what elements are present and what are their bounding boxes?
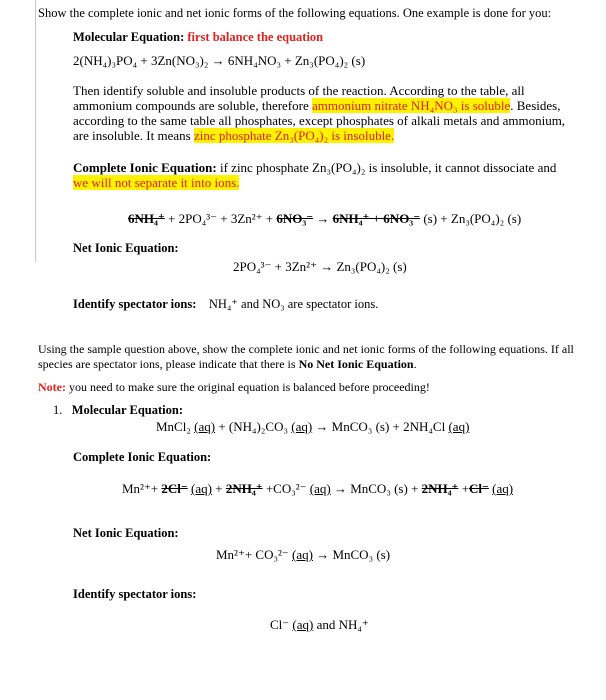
eq-text: → MnCO₃ (s) +: [330, 481, 422, 496]
para-text-2: . Besides, according to the same table all phosphates, except phosphates of alkali metals and ammonium, are insoluble. It means: [73, 98, 566, 143]
eq-text: Mn²⁺+ CO₃²⁻: [216, 547, 293, 562]
highlight-zinc-phosphate: zinc phosphate Zn₃(PO₄)₂ is insoluble.: [193, 128, 395, 143]
eq-text: + (NH₄)₂CO₃: [215, 419, 292, 434]
eq-part-2: + 2PO₄³⁻ + 3Zn²⁺ +: [168, 211, 274, 226]
example-complete-label: Complete Ionic Equation:: [73, 160, 217, 175]
aq-state: (aq): [292, 547, 313, 562]
problem-1-spectator-answer: [270, 617, 369, 633]
ammonium-struck: 2NH₄⁺: [225, 481, 263, 496]
instructions-bold: No Net Ionic Equation: [298, 357, 414, 371]
highlight-ammonium-nitrate: ammonium nitrate NH₄NO₃ is soluble: [312, 98, 511, 113]
para-text-1: Then identify soluble and insoluble products of the reaction. According to the table, all ammonium compounds are soluble, therefore: [73, 83, 525, 113]
problem-1-molecular-label: Molecular Equation:: [71, 403, 183, 417]
example-net-label: Net Ionic Equation:: [73, 241, 179, 255]
eq-text: → MnCO₃ (s): [312, 547, 391, 562]
eq-text: Mn²⁺+: [122, 481, 162, 496]
problem-1-molecular-equation: [156, 419, 469, 435]
aq-state: (aq): [448, 419, 470, 434]
example-complete-equation: [128, 211, 521, 227]
example-solubility-paragraph: [73, 83, 568, 143]
aq-state: (aq): [309, 481, 331, 496]
eq-text: +: [458, 481, 470, 496]
example-complete-text: if zinc phosphate Zn₃(PO₄)₂ is insoluble, it cannot dissociate and: [216, 160, 557, 175]
problem-1-complete-label: Complete Ionic Equation:: [73, 450, 212, 464]
note-line: [38, 380, 430, 395]
chloride-struck: Cl⁻: [469, 481, 489, 496]
example-molecular-equation: 2(NH₄)₃PO₄ + 3Zn(NO₃)₂ → 6NH₄NO₃ + Zn₃(PO₄)₂ (s): [73, 53, 366, 68]
example-molecular-line: [73, 30, 323, 45]
aq-state: (aq): [194, 419, 216, 434]
eq-text: +: [211, 481, 226, 496]
note-label: Note:: [38, 380, 66, 394]
example-molecular-hint: first balance the equation: [187, 30, 324, 44]
problem-1-header: [53, 403, 183, 418]
eq-ammonium-struck: 6NH₄⁺: [128, 211, 165, 226]
instructions-text: Using the sample question above, show the complete ionic and net ionic forms of the following equations. If all species are spectator ions, please indicate that there is: [38, 342, 574, 371]
example-complete-ionic-paragraph: [73, 160, 568, 190]
eq-text: and NH₄⁺: [313, 617, 369, 632]
eq-text: → MnCO₃ (s) + 2NH₄Cl: [312, 419, 449, 434]
aq-state: (aq): [191, 481, 212, 496]
aq-state: (aq): [291, 419, 313, 434]
eq-text: Cl⁻: [270, 617, 293, 632]
instructions-paragraph: [38, 342, 578, 372]
example-spectator-line: [73, 296, 378, 312]
left-margin-line: [35, 0, 36, 262]
problem-1-complete-equation: [122, 481, 513, 497]
eq-text: +CO₃²⁻: [262, 481, 310, 496]
chloride-struck: 2Cl⁻: [161, 481, 188, 496]
intro-text: Show the complete ionic and net ionic forms of the following equations. One example is done for you:: [38, 6, 552, 20]
note-text: you need to make sure the original equation is balanced before proceeding!: [65, 380, 430, 394]
aq-state: (aq): [292, 617, 314, 632]
ammonium-struck: 2NH₄⁺: [421, 481, 459, 496]
problem-1-net-equation: [216, 547, 390, 563]
example-spectator-label: Identify spectator ions:: [73, 297, 197, 311]
example-spectator-text: NH₄⁺ and NO₃ are spectator ions.: [208, 297, 379, 311]
eq-text: MnCl₂: [156, 419, 195, 434]
aq-state: (aq): [492, 481, 514, 496]
instructions-end: .: [413, 357, 417, 371]
problem-1-net-label: Net Ionic Equation:: [73, 526, 179, 540]
eq-part-6: (s) + Zn₃(PO₄)₂ (s): [423, 211, 522, 226]
eq-nitrate-struck: 6NO₃⁻: [276, 211, 314, 226]
example-net-equation: 2PO₄³⁻ + 3Zn²⁺ → Zn₃(PO₄)₂ (s): [233, 259, 407, 274]
highlight-no-separation: we will not separate it into ions.: [73, 175, 240, 190]
problem-1-spectator-label: Identify spectator ions:: [73, 587, 197, 601]
problem-1-number: 1.: [53, 403, 63, 417]
example-molecular-label: Molecular Equation:: [73, 30, 185, 44]
eq-products-struck: 6NH₄⁺ + 6NO₃⁻: [332, 211, 421, 226]
eq-arrow: →: [316, 211, 330, 226]
